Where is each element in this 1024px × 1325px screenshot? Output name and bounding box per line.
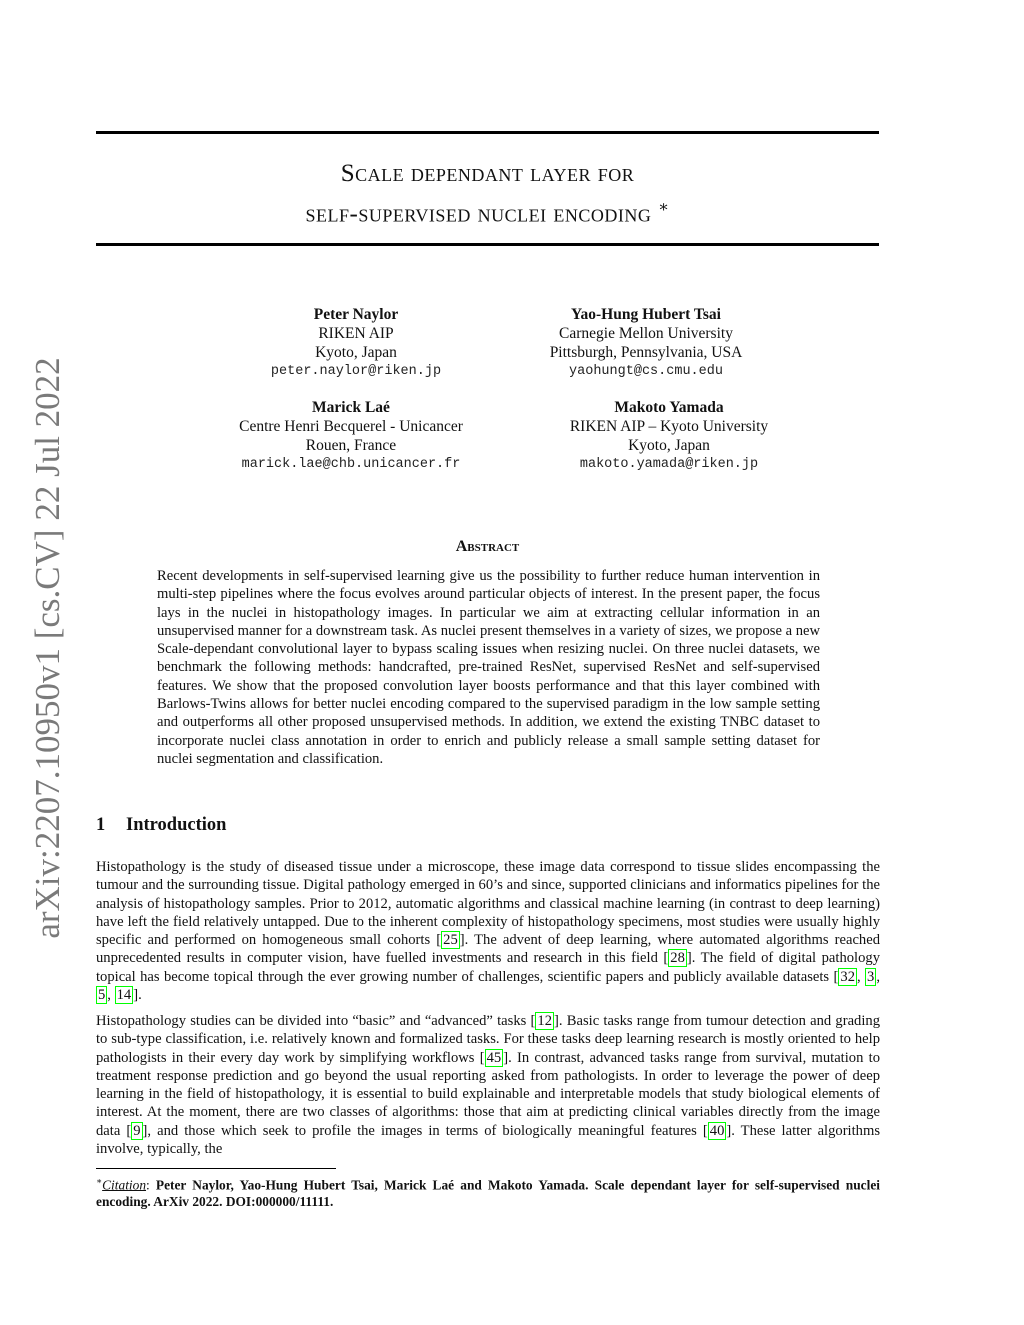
section-title: Introduction (126, 815, 227, 835)
abstract-heading: Abstract (455, 538, 520, 555)
citation-link[interactable]: 40 (709, 1122, 725, 1139)
author-email[interactable]: marick.lae@chb.unicancer.fr (241, 457, 461, 472)
author-email[interactable]: yaohungt@cs.cmu.edu (569, 364, 723, 379)
author-affiliation: RIKEN AIP – Kyoto University (569, 418, 769, 435)
author-affiliation: RIKEN AIP (318, 325, 394, 342)
author-location: Rouen, France (305, 437, 397, 454)
footnote-citation: Peter Naylor, Yao-Hung Hubert Tsai, Marick Laé and Makoto Yamada. Scale dependant layer for self-supervised nuclei encoding. ArXiv 2022. DOI:000000/11111. (96, 1177, 880, 1210)
citation-link[interactable]: 45 (486, 1049, 502, 1066)
author-block (538, 398, 800, 474)
body-paragraph: Histopathology is the study of diseased tissue under a microscope, these image data correspond to tissue slides encompassing the tumour and the surrounding tissue. Digital pathology emerged in 60’s and since, supported clinicians and informatics pipelines for the analysis of histopathology samples. Prior to 2012, automatic algorithms and classical machine learning (in contrast to deep learning) have left the field relatively untapped. Due to the inherent complexity of histopathology specimens, most studies were usually highly specific and performed on homogeneous small cohorts [ 25 ]. The advent of deep learning, where automated algorithms reached unprecedented results in computer vision, have fuelled investments and research in this field [ 28 ]. The field of digital pathology topical has become topical through the ever growing number of challenges, scientific papers and publicly available datasets [ 32 , 3 , 5 , 14 ]. (96, 859, 880, 1004)
footnote: ∗Citation: Peter Naylor, Yao-Hung Hubert Tsai, Marick Laé and Makoto Yamada. Scale dependant layer for self-supervised nuclei encoding. ArXiv 2022. DOI:000000/11111. (96, 1176, 880, 1210)
author-block (226, 305, 486, 381)
author-name: Makoto Yamada (614, 399, 724, 416)
citation-link[interactable]: 9 (133, 1122, 141, 1139)
title-footnote-mark: ∗ (658, 199, 670, 216)
title-rule-bottom (96, 243, 879, 246)
paper-title-line-2: self-supervised nuclei encoding ∗ (305, 199, 670, 228)
author-location: Kyoto, Japan (315, 344, 397, 361)
title-rule-top (96, 131, 879, 134)
author-affiliation: Carnegie Mellon University (559, 325, 733, 342)
body-paragraph: Histopathology studies can be divided into “basic” and “advanced” tasks [ 12 ]. Basic tasks range from tumour detection and grading to sub-type classification, i.e. relatively known and formalized tasks. For these tasks deep learning research is mostly oriented to help pathologists in their every day work by simplifying workflows [ 45 ]. In contrast, advanced tasks range from survival, mutation to treatment response prediction and go beyond the usual reporting asked from pathologists. In order to leverage the power of deep learning in the field of histopathology, it is essential to build explainable and interpretable models that study biological elements of interest. At the moment, there are two classes of algorithms: those that aim at predicting clinical variables directly from the image data [ 9 ], and those which seek to profile the images in terms of biologically meaningful features [ 40 ]. These latter algorithms involve, typically, the (96, 1013, 880, 1158)
citation-link[interactable]: 25 (443, 932, 458, 949)
author-email[interactable]: makoto.yamada@riken.jp (579, 457, 759, 472)
citation-link[interactable]: 3 (867, 968, 875, 985)
paper-title-line-1: Scale dependant layer for (340, 160, 635, 187)
arxiv-identifier: arXiv:2207.10950v1 [cs.CV] 22 Jul 2022 (28, 357, 67, 939)
footnote-lead: Citation (102, 1177, 147, 1193)
citation-link[interactable]: 5 (98, 987, 106, 1004)
section-number: 1 (96, 815, 106, 835)
author-name: Peter Naylor (313, 306, 399, 323)
citation-link[interactable]: 14 (116, 987, 132, 1004)
author-block (220, 398, 482, 474)
citation-link[interactable]: 28 (670, 950, 685, 967)
author-affiliation: Centre Henri Becquerel - Unicancer (239, 418, 463, 435)
footnote-mark: ∗ (96, 1176, 103, 1186)
citation-link[interactable]: 32 (840, 968, 855, 985)
citation-link[interactable]: 12 (537, 1013, 552, 1029)
author-email[interactable]: peter.naylor@riken.jp (270, 364, 442, 379)
section-heading (96, 815, 226, 836)
author-location: Kyoto, Japan (628, 437, 710, 454)
abstract-body: Recent developments in self-supervised learning give us the possibility to further reduce human intervention in multi-step pipelines where the focus evolves around particular objects of interest. In the present paper, the focus lays in the nuclei in histopathology images. In particular we aim at extracting cellular information in an unsupervised manner for a downstream task. As nuclei present themselves in a variety of sizes, we propose a new Scale-dependant convolutional layer to bypass scaling issues when resizing nuclei. On three nuclei datasets, we benchmark the following methods: handcrafted, pre-trained ResNet, supervised ResNet and self-supervised features. We show that the proposed convolution layer boosts performance and that this layer combined with Barlows-Twins allows for better nuclei encoding compared to the supervised paradigm in the low sample setting and outperforms all other proposed unsupervised methods. In addition, we extend the existing TNBC dataset to incorporate nuclei class annotation in order to enrich and publicly release a small sample setting dataset for nuclei segmentation and classification. (157, 568, 821, 767)
author-name: Marick Laé (312, 399, 390, 416)
author-block (516, 305, 776, 381)
author-name: Yao-Hung Hubert Tsai (571, 306, 721, 323)
footnote-rule (96, 1168, 336, 1169)
author-location: Pittsburgh, Pennsylvania, USA (549, 344, 743, 361)
